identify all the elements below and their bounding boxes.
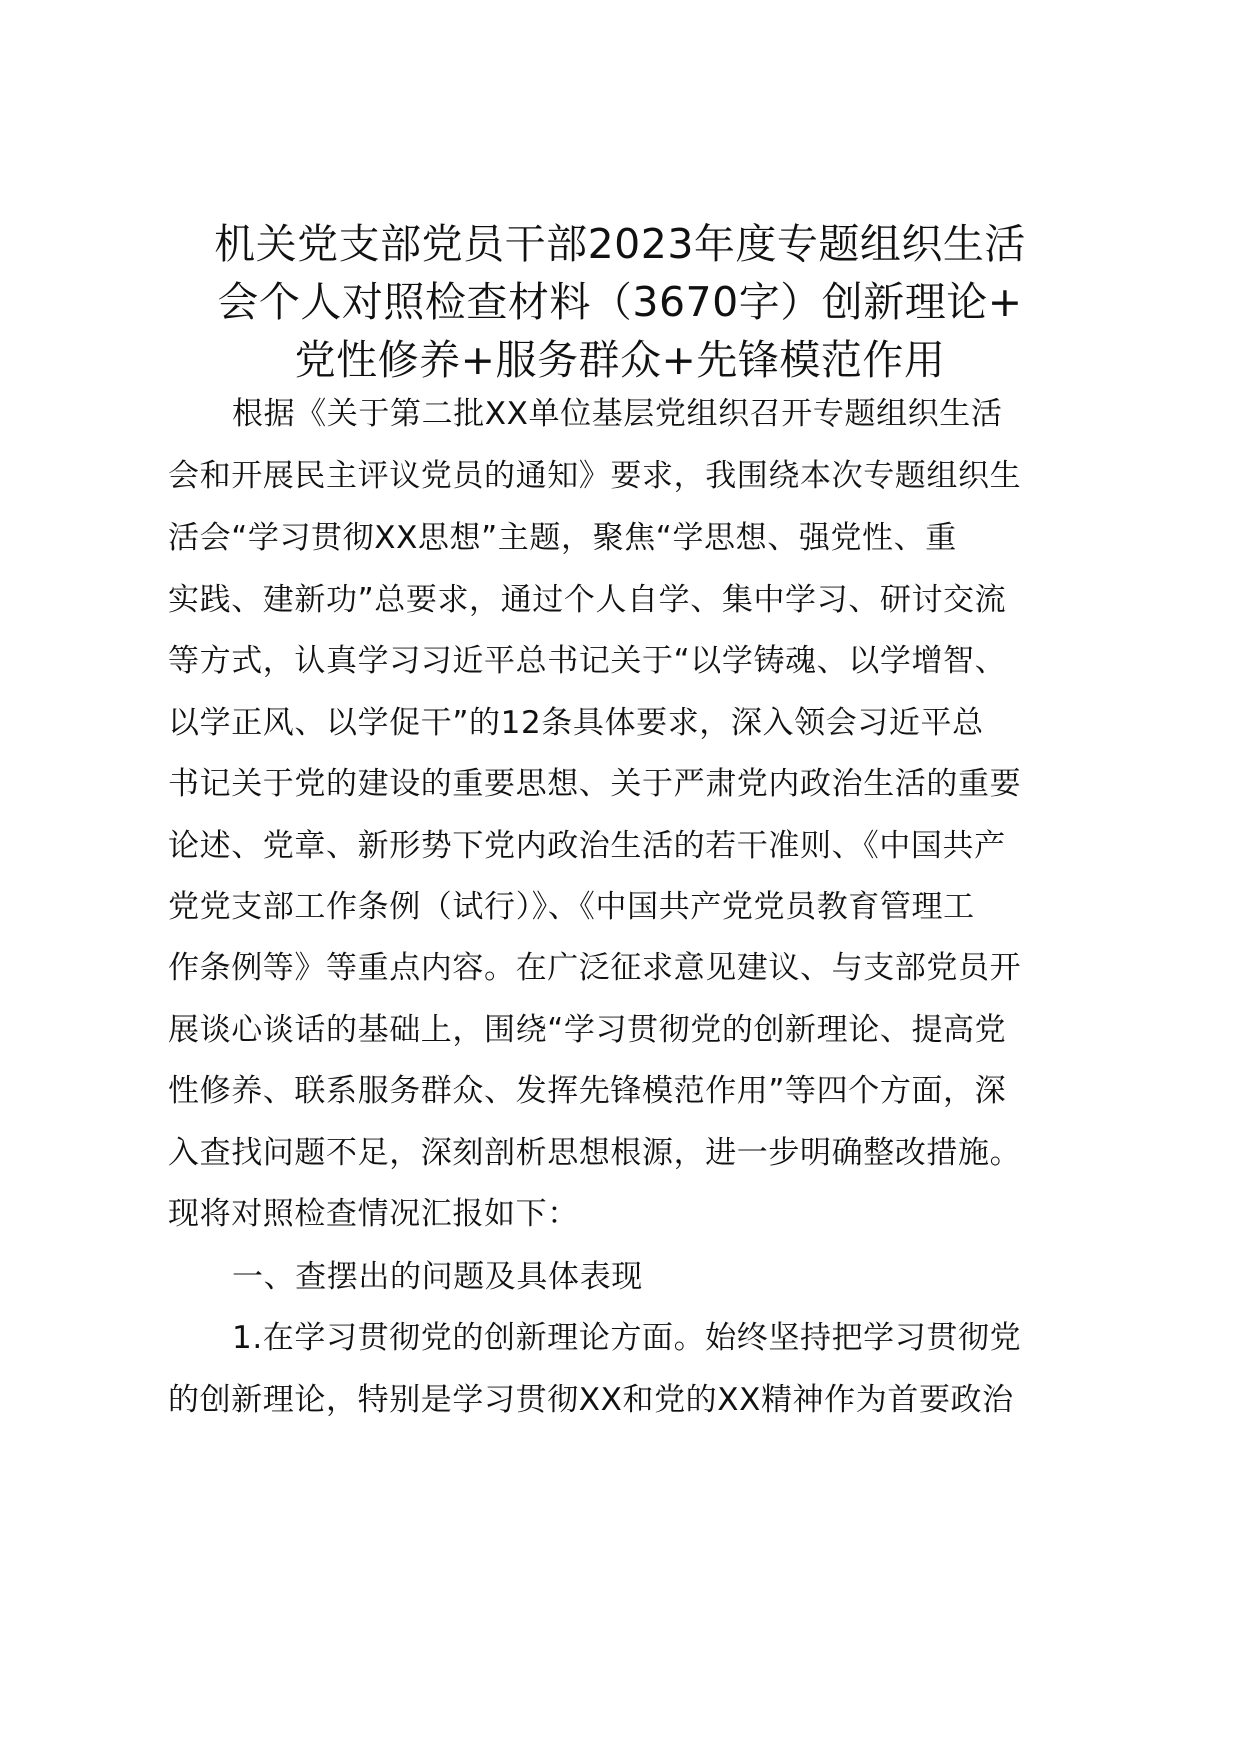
paragraph-line: 党党支部工作条例（试行）》、《中国共产党党员教育管理工 [168, 889, 975, 925]
paragraph-line: 作条例等》等重点内容。在广泛征求意见建议、与支部党员开 [168, 950, 1022, 986]
paragraph-line: 论述、党章、新形势下党内政治生活的若干准则、《中国共产 [168, 828, 1006, 864]
paragraph-line: 入查找问题不足，深刻剖析思想根源，进一步明确整改措施。 [168, 1135, 1022, 1171]
paragraph-line: 会和开展民主评议党员的通知》要求，我围绕本次专题组织生 [168, 458, 1022, 494]
paragraph-line: 展谈心谈话的基础上，围绕“学习贯彻党的创新理论、提高党 [168, 1012, 1007, 1048]
paragraph-line: 书记关于党的建设的重要思想、关于严肃党内政治生活的重要 [168, 766, 1022, 802]
document-title-line-2: 会个人对照检查材料（3670字）创新理论+ [217, 278, 1023, 326]
section-heading: 一、查摆出的问题及具体表现 [232, 1259, 643, 1295]
paragraph-line: 实践、建新功”总要求，通过个人自学、集中学习、研讨交流 [168, 582, 1007, 618]
document-title-line-3: 党性修养+服务群众+先锋模范作用 [294, 336, 946, 384]
paragraph-line: 以学正风、以学促干”的12条具体要求，深入领会习近平总 [168, 705, 984, 741]
paragraph-line: 性修养、联系服务群众、发挥先锋模范作用”等四个方面，深 [168, 1073, 1007, 1109]
paragraph-line: 等方式，认真学习习近平总书记关于“以学铸魂、以学增智、 [168, 643, 1007, 679]
paragraph-line: 活会“学习贯彻XX思想”主题，聚焦“学思想、强党性、重 [168, 520, 957, 556]
paragraph-line: 1.在学习贯彻党的创新理论方面。始终坚持把学习贯彻党 [232, 1320, 1022, 1356]
paragraph-line: 根据《关于第二批XX单位基层党组织召开专题组织生活 [232, 396, 1003, 432]
document-title-line-1: 机关党支部党员干部2023年度专题组织生活 [214, 220, 1026, 268]
paragraph-line: 的创新理论，特别是学习贯彻XX和党的XX精神作为首要政治 [168, 1382, 1014, 1418]
paragraph-line: 现将对照检查情况汇报如下： [168, 1196, 579, 1232]
